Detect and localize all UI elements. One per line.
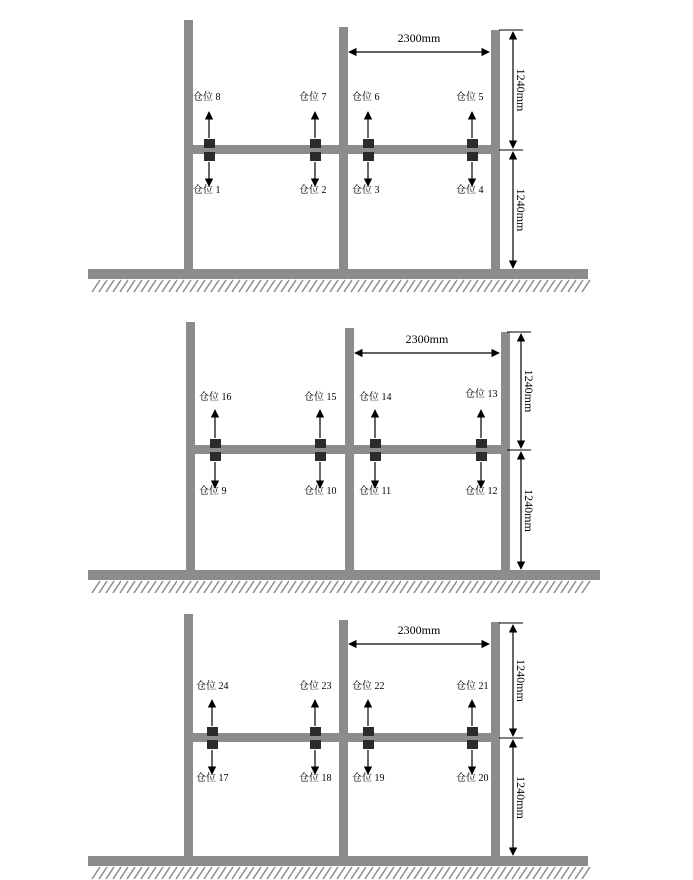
hatch-line [449,867,457,879]
hatch-line [211,867,219,879]
hatch-line [106,280,114,292]
hatch-line [337,581,345,593]
hatch-line [134,280,142,292]
hatch-line [526,280,534,292]
hatch-line [309,581,317,593]
hatch-line [141,280,149,292]
hatch-line [477,867,485,879]
hatch-line [365,280,373,292]
hatch-line [477,581,485,593]
hatch-line [386,280,394,292]
position-label-bottom: 仓位 1 [193,185,221,196]
width-dimension-label: 2300mm [405,332,449,346]
hatch-line [365,581,373,593]
hatch-line [414,867,422,879]
hatch-line [113,581,121,593]
hatch-line [169,867,177,879]
hatch-line [176,867,184,879]
height-dimension-label-upper: 1240mm [514,68,528,112]
hatch-line [379,280,387,292]
hatch-line [274,581,282,593]
hatch-line [204,581,212,593]
hatch-line [162,581,170,593]
hatch-line [484,867,492,879]
hatch-line [211,581,219,593]
hatch-line [204,280,212,292]
hatch-line [288,581,296,593]
hatch-line [148,581,156,593]
hatch-line [302,867,310,879]
hatch-line [561,581,569,593]
position-block-bottom [204,152,215,161]
position-block-bottom [315,452,326,461]
hatch-line [225,280,233,292]
position-label-top: 仓位 5 [456,92,484,103]
hatch-line [183,867,191,879]
hatch-line [456,280,464,292]
hatch-line [407,867,415,879]
hatch-line [337,280,345,292]
hatch-line [533,867,541,879]
hatch-line [120,867,128,879]
position-block-bottom [467,740,478,749]
position-block-top [315,439,326,448]
hatch-line [127,280,135,292]
hatch-line [547,280,555,292]
hatch-line [414,581,422,593]
hatch-line [120,280,128,292]
position-label-bottom: 仓位 17 [196,773,229,784]
hatch-line [106,581,114,593]
hatch-line [470,581,478,593]
hatch-line [491,280,499,292]
hatch-line [400,280,408,292]
hatch-line [442,581,450,593]
hatch-line [400,581,408,593]
position-label-top: 仓位 7 [299,92,327,103]
hatch-line [309,867,317,879]
ground-hatching [92,280,590,292]
hatch-line [92,867,100,879]
hatch-line [554,581,562,593]
hatch-line [547,867,555,879]
position-block-bottom [207,740,218,749]
position-block-bottom [310,152,321,161]
hatch-line [274,867,282,879]
hatch-line [239,867,247,879]
hatch-line [421,581,429,593]
ground-slab [88,269,588,279]
position-label-top: 仓位 8 [193,92,221,103]
hatch-line [225,867,233,879]
hatch-line [491,867,499,879]
hatch-line [547,581,555,593]
hatch-line [183,581,191,593]
hatch-line [281,867,289,879]
hatch-line [526,581,534,593]
hatch-line [288,867,296,879]
position-block-bottom [363,152,374,161]
hatch-line [400,867,408,879]
hatch-line [582,280,590,292]
position-label-bottom: 仓位 2 [299,185,327,196]
hatch-line [99,867,107,879]
hatch-line [260,581,268,593]
position-label-bottom: 仓位 19 [352,773,385,784]
hatch-line [365,867,373,879]
hatch-line [421,280,429,292]
hatch-line [295,867,303,879]
hatch-line [498,280,506,292]
hatch-line [351,280,359,292]
hatch-line [99,581,107,593]
hatch-line [575,581,583,593]
hatch-line [232,280,240,292]
hatch-line [169,280,177,292]
hatch-line [463,581,471,593]
hatch-line [246,581,254,593]
height-dimension-label-lower: 1240mm [514,188,528,232]
hatch-line [204,867,212,879]
position-block-top [204,139,215,148]
hatch-line [568,280,576,292]
hatch-line [155,280,163,292]
position-block-top [310,139,321,148]
hatch-line [484,581,492,593]
hatch-line [575,867,583,879]
hatch-line [134,581,142,593]
hatch-line [379,867,387,879]
hatch-line [141,867,149,879]
height-dimension-label-upper: 1240mm [522,369,536,413]
hatch-line [323,280,331,292]
hatch-line [456,581,464,593]
hatch-line [358,581,366,593]
position-label-top: 仓位 14 [359,392,392,403]
hatch-line [148,280,156,292]
shelf-beam [193,145,496,154]
hatch-line [288,280,296,292]
position-block-top [363,139,374,148]
hatch-line [127,867,135,879]
hatch-line [463,867,471,879]
hatch-line [372,280,380,292]
hatch-line [176,581,184,593]
hatch-line [281,280,289,292]
hatch-line [225,581,233,593]
hatch-line [113,867,121,879]
hatch-line [337,867,345,879]
width-dimension-label: 2300mm [397,31,441,45]
hatch-line [428,867,436,879]
hatch-line [540,581,548,593]
hatch-line [372,867,380,879]
hatch-line [435,867,443,879]
hatch-line [162,867,170,879]
hatch-line [197,280,205,292]
hatch-line [505,581,513,593]
hatch-line [295,280,303,292]
hatch-line [253,280,261,292]
position-block-top [210,439,221,448]
hatch-line [561,280,569,292]
hatch-line [253,867,261,879]
hatch-line [428,280,436,292]
hatch-line [582,867,590,879]
hatch-line [323,867,331,879]
hatch-line [386,867,394,879]
width-dimension-label: 2300mm [397,623,441,637]
position-label-top: 仓位 15 [304,392,337,403]
hatch-line [330,280,338,292]
rack-diagram-2 [88,322,600,593]
hatch-line [421,867,429,879]
position-label-bottom: 仓位 12 [465,486,498,497]
hatch-line [519,280,527,292]
hatch-line [358,867,366,879]
hatch-line [449,280,457,292]
hatch-line [239,581,247,593]
ground-hatching [92,867,590,879]
hatch-line [435,581,443,593]
hatch-line [442,280,450,292]
hatch-line [386,581,394,593]
vertical-post [186,322,195,571]
hatch-line [379,581,387,593]
hatch-line [218,280,226,292]
hatch-line [302,280,310,292]
hatch-line [540,280,548,292]
hatch-line [267,581,275,593]
hatch-line [582,581,590,593]
position-block-bottom [467,152,478,161]
hatch-line [232,867,240,879]
hatch-line [127,581,135,593]
hatch-line [568,581,576,593]
rack-diagram-1 [88,20,590,292]
hatch-line [148,867,156,879]
ground-slab [88,570,600,580]
height-dimension-label-lower: 1240mm [522,489,536,532]
hatch-line [393,581,401,593]
hatch-line [316,280,324,292]
hatch-line [519,867,527,879]
hatch-line [470,280,478,292]
position-label-top: 仓位 6 [352,92,380,103]
position-label-bottom: 仓位 9 [199,486,227,497]
hatch-line [190,280,198,292]
hatch-line [372,581,380,593]
hatch-line [358,280,366,292]
hatch-line [407,581,415,593]
vertical-post [184,20,193,270]
position-label-bottom: 仓位 4 [456,185,484,196]
position-label-top: 仓位 22 [352,681,385,692]
hatch-line [484,280,492,292]
ground-slab [88,856,588,866]
hatch-line [211,280,219,292]
hatch-line [512,581,520,593]
position-block-bottom [476,452,487,461]
hatch-line [120,581,128,593]
hatch-line [428,581,436,593]
position-block-top [310,727,321,736]
position-block-bottom [210,452,221,461]
hatch-line [491,581,499,593]
hatch-line [575,280,583,292]
hatch-line [330,581,338,593]
hatch-line [267,867,275,879]
hatch-line [134,867,142,879]
height-dimension-label-upper: 1240mm [514,659,528,702]
hatch-line [463,280,471,292]
position-block-bottom [363,740,374,749]
hatch-line [162,280,170,292]
position-label-bottom: 仓位 20 [456,773,489,784]
position-label-top: 仓位 23 [299,681,332,692]
shelf-beam [193,733,496,742]
hatch-line [260,280,268,292]
hatch-line [106,867,114,879]
hatch-line [505,280,513,292]
hatch-line [169,581,177,593]
hatch-line [281,581,289,593]
hatch-line [407,280,415,292]
hatch-line [260,867,268,879]
rack-diagram-3 [88,614,590,879]
position-block-bottom [370,452,381,461]
hatch-line [253,581,261,593]
hatch-line [316,867,324,879]
shelf-beam [195,445,506,454]
vertical-post [184,614,193,857]
position-label-bottom: 仓位 18 [299,773,332,784]
hatch-line [456,867,464,879]
hatch-line [190,867,198,879]
hatch-line [393,280,401,292]
position-block-top [467,727,478,736]
hatch-line [92,280,100,292]
hatch-line [393,867,401,879]
hatch-line [232,581,240,593]
hatch-line [197,581,205,593]
hatch-line [155,867,163,879]
hatch-line [344,280,352,292]
hatch-line [274,280,282,292]
hatch-line [505,867,513,879]
hatch-line [302,581,310,593]
hatch-line [554,280,562,292]
hatch-line [344,867,352,879]
hatch-line [470,867,478,879]
hatch-line [155,581,163,593]
position-label-bottom: 仓位 11 [359,486,392,497]
position-block-top [476,439,487,448]
hatch-line [197,867,205,879]
position-label-top: 仓位 16 [199,392,232,403]
hatch-line [449,581,457,593]
hatch-line [526,867,534,879]
hatch-line [498,581,506,593]
ground-hatching [92,581,590,593]
position-label-top: 仓位 13 [465,389,498,400]
hatch-line [533,280,541,292]
hatch-line [309,280,317,292]
hatch-line [239,280,247,292]
hatch-line [512,280,520,292]
hatch-line [141,581,149,593]
hatch-line [323,581,331,593]
hatch-line [561,867,569,879]
hatch-line [540,867,548,879]
hatch-line [218,867,226,879]
hatch-line [344,581,352,593]
hatch-line [190,581,198,593]
hatch-line [442,867,450,879]
hatch-line [351,867,359,879]
position-label-top: 仓位 21 [456,681,489,692]
hatch-line [435,280,443,292]
hatch-line [246,867,254,879]
hatch-line [92,581,100,593]
hatch-line [218,581,226,593]
hatch-line [267,280,275,292]
position-block-bottom [310,740,321,749]
hatch-line [330,867,338,879]
hatch-line [176,280,184,292]
hatch-line [568,867,576,879]
hatch-line [498,867,506,879]
position-label-bottom: 仓位 10 [304,486,337,497]
hatch-line [414,280,422,292]
position-block-top [363,727,374,736]
hatch-line [316,581,324,593]
hatch-line [533,581,541,593]
hatch-line [512,867,520,879]
position-block-top [207,727,218,736]
hatch-line [246,280,254,292]
hatch-line [295,581,303,593]
hatch-line [99,280,107,292]
hatch-line [351,581,359,593]
hatch-line [113,280,121,292]
hatch-line [183,280,191,292]
position-block-top [370,439,381,448]
height-dimension-label-lower: 1240mm [514,776,528,819]
position-block-top [467,139,478,148]
hatch-line [554,867,562,879]
hatch-line [519,581,527,593]
hatch-line [477,280,485,292]
position-label-bottom: 仓位 3 [352,185,380,196]
position-label-top: 仓位 24 [196,681,229,692]
